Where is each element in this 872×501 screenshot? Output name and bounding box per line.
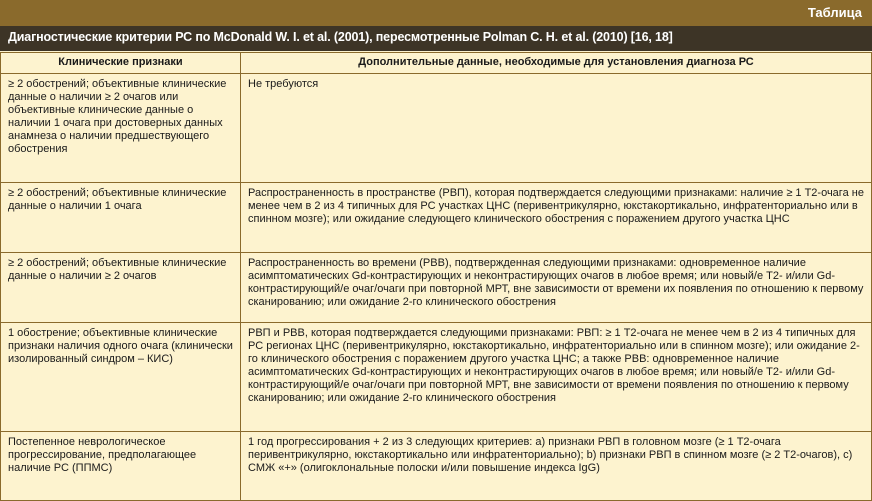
additional-cell: РВП и РВВ, которая подтверждается следующими признаками: РВП: ≥ 1 Т2-очага не менее чем в 2 из 4 типичных для РС регионах ЦНС (перивентрикулярно, юкстакортикально, инфратенториально или в спинном мозге); или ожидание 2-го клинического обострения с поражением другого участка ЦНС; а также РВВ: одновременное наличие асимптоматических Gd-контрастирующих и неконтрастирующих очагов в любое время; или новый/е Т2- и/или Gd-контрастирующий/е очаг/очаги при повторной МРТ, вне зависимости от времени появления по отношению к первому сканированию; или ожидание 2-го клинического обострения xyxy=(241,323,872,432)
additional-cell: Распространенность в пространстве (РВП), которая подтверждается следующими признаками: наличие ≥ 1 Т2-очага не менее чем в 2 из 4 типичных для РС участках ЦНС (перивентрикулярно, юкстакортикально, инфратенториально или в спинном мозге); или ожидание следующего клинического обострения с поражением другого участка ЦНС xyxy=(241,183,872,253)
criteria-table xyxy=(0,52,872,501)
table-row xyxy=(1,253,872,323)
table-row xyxy=(1,183,872,253)
clinical-cell: ≥ 2 обострений; объективные клинические данные о наличии ≥ 2 очагов или объективные клинические данные о наличии 1 очага при достоверных данных анамнеза о наличии предшествующего обострения xyxy=(1,74,241,183)
table-label: Таблица xyxy=(807,5,862,20)
table-row xyxy=(1,323,872,432)
table-header-row xyxy=(1,53,872,74)
table-label-bar xyxy=(0,0,872,26)
additional-cell: Не требуются xyxy=(241,74,872,183)
title-bar xyxy=(0,26,872,51)
additional-cell: Распространенность во времени (РВВ), подтвержденная следующими признаками: одновременное наличие асимптоматических Gd-контрастирующих и неконтрастирующих очагов в любое время; или новый/е Т2- и/или Gd-контрастирующий/е очаг/очаги при повторной МРТ, вне зависимости от времени их появления по отношению к первому сканированию; или ожидание 2-го клинического обострения xyxy=(241,253,872,323)
column-header-additional: Дополнительные данные, необходимые для установления диагноза РС xyxy=(241,53,872,74)
table-title: Диагностические критерии РС по McDonald W. I. et al. (2001), пересмотренные Polman C. H. et al. (2010) [16, 18] xyxy=(8,30,673,44)
clinical-cell: ≥ 2 обострений; объективные клинические данные о наличии ≥ 2 очагов xyxy=(1,253,241,323)
clinical-cell: 1 обострение; объективные клинические признаки наличия одного очага (клинически изолированный синдром – КИС) xyxy=(1,323,241,432)
clinical-cell: ≥ 2 обострений; объективные клинические данные о наличии 1 очага xyxy=(1,183,241,253)
table-row xyxy=(1,74,872,183)
additional-cell: 1 год прогрессирования + 2 из 3 следующих критериев: а) признаки РВП в головном мозге (≥ 1 Т2-очага перивентрикулярно, юкстакортикально или инфратенториально); b) признаки РВП в спинном мозге (≥ 2 Т2-очагов), с) СМЖ «+» (олигоклональные полоски и/или повышение индекса IgG) xyxy=(241,432,872,501)
column-header-clinical: Клинические признаки xyxy=(1,53,241,74)
clinical-cell: Постепенное неврологическое прогрессирование, предполагающее наличие РС (ППМС) xyxy=(1,432,241,501)
table-row xyxy=(1,432,872,501)
